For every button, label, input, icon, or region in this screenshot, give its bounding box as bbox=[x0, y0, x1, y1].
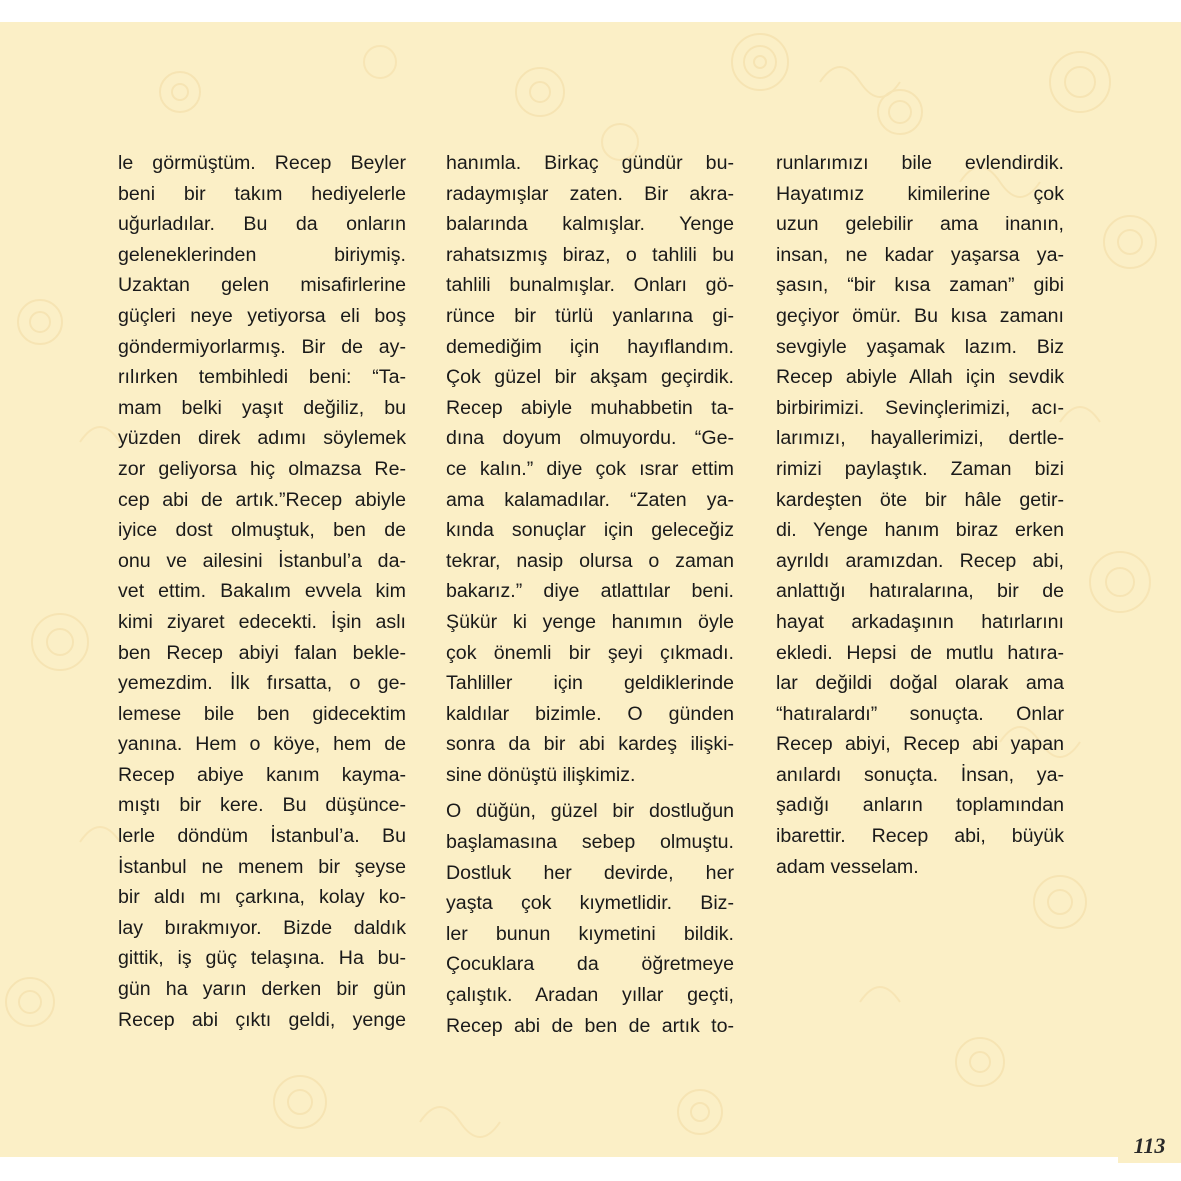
text-line: Recep abiyle muhabbetin ta- bbox=[446, 396, 734, 419]
text-line: göndermiyorlarmış. Bir de ay- bbox=[118, 335, 406, 358]
text-line: cep abi de artık.”Recep abiyle bbox=[118, 488, 406, 511]
text-line: geleneklerinden biriymiş. bbox=[118, 243, 406, 266]
text-line: lemese bile ben gidecektim bbox=[118, 702, 406, 725]
text-line: ce kalın.” diye çok ısrar ettim bbox=[446, 457, 734, 480]
text-line: Çocuklara da öğretmeye bbox=[446, 953, 734, 976]
text-line: lay bırakmıyor. Bizde daldık bbox=[118, 916, 406, 939]
text-line: çalıştık. Aradan yıllar geçti, bbox=[446, 984, 734, 1007]
text-line: birbirimizi. Sevinçlerimizi, acı- bbox=[776, 396, 1064, 419]
text-column-3 bbox=[776, 148, 1064, 882]
text-line: vet ettim. Bakalım evvela kim bbox=[118, 580, 406, 603]
text-line: uğurladılar. Bu da onların bbox=[118, 213, 406, 236]
text-line: dına doyum olmuyordu. “Ge- bbox=[446, 427, 734, 450]
text-line: lar değildi doğal olarak ama bbox=[776, 672, 1064, 695]
text-line: gittik, iş güç telaşına. Ha bu- bbox=[118, 947, 406, 970]
text-line: hayat arkadaşının hatırlarını bbox=[776, 610, 1064, 633]
text-line: di. Yenge hanım biraz erken bbox=[776, 519, 1064, 542]
text-line: larımızı, hayallerimizi, dertle- bbox=[776, 427, 1064, 450]
text-line: yemezdim. İlk fırsatta, o ge- bbox=[118, 672, 406, 695]
text-line: runlarımızı bile evlendirdik. bbox=[776, 152, 1064, 174]
text-line: ayrıldı aramızdan. Recep abi, bbox=[776, 549, 1064, 572]
text-line: anlattığı hatıralarına, bir de bbox=[776, 580, 1064, 603]
text-line: Recep abiyle Allah için sevdik bbox=[776, 366, 1064, 389]
text-line: Recep abiye kanım kayma- bbox=[118, 763, 406, 786]
text-line: Dostluk her devirde, her bbox=[446, 861, 734, 884]
text-line: kardeşten öte bir hâle getir- bbox=[776, 488, 1064, 511]
text-line: rünce bir türlü yanlarına gi- bbox=[446, 304, 734, 327]
text-line: başlamasına sebep olmuştu. bbox=[446, 831, 734, 854]
text-line: “hatıralardı” sonuçta. Onlar bbox=[776, 702, 1064, 725]
text-line: ben Recep abiyi falan bekle- bbox=[118, 641, 406, 664]
text-line: ibarettir. Recep abi, büyük bbox=[776, 825, 1064, 848]
text-line: yüzden direk adımı söylemek bbox=[118, 427, 406, 450]
text-line: O düğün, güzel bir dostluğun bbox=[446, 800, 734, 823]
text-line: iyice dost olmuştuk, ben de bbox=[118, 519, 406, 542]
text-line: kaldılar bizimle. O günden bbox=[446, 702, 734, 725]
book-page bbox=[0, 22, 1181, 1157]
text-line: radaymışlar zaten. Bir akra- bbox=[446, 182, 734, 205]
text-line: yaşta çok kıymetlidir. Biz- bbox=[446, 892, 734, 915]
text-line: İstanbul ne menem bir şeyse bbox=[118, 855, 406, 878]
text-line: le görmüştüm. Recep Beyler bbox=[118, 152, 406, 174]
text-line: mıştı bir kere. Bu düşünce- bbox=[118, 794, 406, 817]
text-line: ama kalamadılar. “Zaten ya- bbox=[446, 488, 734, 511]
text-line: tahlili bunalmışlar. Onları gö- bbox=[446, 274, 734, 297]
text-line: Uzaktan gelen misafirlerine bbox=[118, 274, 406, 297]
text-line: Çok güzel bir akşam geçirdik. bbox=[446, 366, 734, 389]
text-line: kında sonuçlar için geleceğiz bbox=[446, 519, 734, 542]
page-number-box bbox=[1118, 1131, 1181, 1163]
text-line: Şükür ki yenge hanımın öyle bbox=[446, 610, 734, 633]
text-line: anılardı sonuçta. İnsan, ya- bbox=[776, 763, 1064, 786]
text-column-2 bbox=[446, 148, 734, 1041]
text-line: çok önemli bir şeyi çıkmadı. bbox=[446, 641, 734, 664]
text-line: Recep abi çıktı geldi, yenge bbox=[118, 1008, 406, 1031]
text-line: zor geliyorsa hiç olmazsa Re- bbox=[118, 457, 406, 480]
text-line: sevgiyle yaşamak lazım. Biz bbox=[776, 335, 1064, 358]
text-line: rimizi paylaştık. Zaman bizi bbox=[776, 457, 1064, 480]
text-line: ler bunun kıymetini bildik. bbox=[446, 922, 734, 945]
text-line: Recep abiyi, Recep abi yapan bbox=[776, 733, 1064, 756]
text-line: Hayatımız kimilerine çok bbox=[776, 182, 1064, 205]
text-line: yanına. Hem o köye, hem de bbox=[118, 733, 406, 756]
text-line: gün ha yarın derken bir gün bbox=[118, 978, 406, 1001]
text-line: hanımla. Birkaç gündür bu- bbox=[446, 152, 734, 174]
text-line: mam belki yaşıt değiliz, bu bbox=[118, 396, 406, 419]
text-line: adam vesselam. bbox=[776, 855, 919, 878]
text-line: onu ve ailesini İstanbul’a da- bbox=[118, 549, 406, 572]
text-line: demediğim için hayıflandım. bbox=[446, 335, 734, 358]
text-line: bir aldı mı çarkına, kolay ko- bbox=[118, 886, 406, 909]
text-line: balarında kalmışlar. Yenge bbox=[446, 213, 734, 236]
text-line: bakarız.” diye atlattılar beni. bbox=[446, 580, 734, 603]
text-line: ekledi. Hepsi de mutlu hatıra- bbox=[776, 641, 1064, 664]
text-line: tekrar, nasip olursa o zaman bbox=[446, 549, 734, 572]
text-column-1 bbox=[118, 148, 406, 1035]
text-line: kimi ziyaret edecekti. İşin aslı bbox=[118, 610, 406, 633]
text-line: lerle döndüm İstanbul’a. Bu bbox=[118, 825, 406, 848]
text-line: uzun gelebilir ama inanın, bbox=[776, 213, 1064, 236]
text-line: sine dönüştü ilişkimiz. bbox=[446, 763, 636, 786]
text-line: beni bir takım hediyelerle bbox=[118, 182, 406, 205]
page-number: 113 bbox=[1133, 1133, 1166, 1158]
text-line: rahatsızmış biraz, o tahlili bu bbox=[446, 243, 734, 266]
text-line: şadığı anların toplamından bbox=[776, 794, 1064, 817]
text-line: rılırken tembihledi beni: “Ta- bbox=[118, 366, 406, 389]
text-line: güçleri neye yetiyorsa eli boş bbox=[118, 304, 406, 327]
text-line: geçiyor ömür. Bu kısa zamanı bbox=[776, 304, 1064, 327]
text-line: insan, ne kadar yaşarsa ya- bbox=[776, 243, 1064, 266]
text-line: sonra da bir abi kardeş ilişki- bbox=[446, 733, 734, 756]
text-line: Tahliller için geldiklerinde bbox=[446, 672, 734, 695]
text-line: şasın, “bir kısa zaman” gibi bbox=[776, 274, 1064, 297]
text-line: Recep abi de ben de artık to- bbox=[446, 1014, 734, 1037]
